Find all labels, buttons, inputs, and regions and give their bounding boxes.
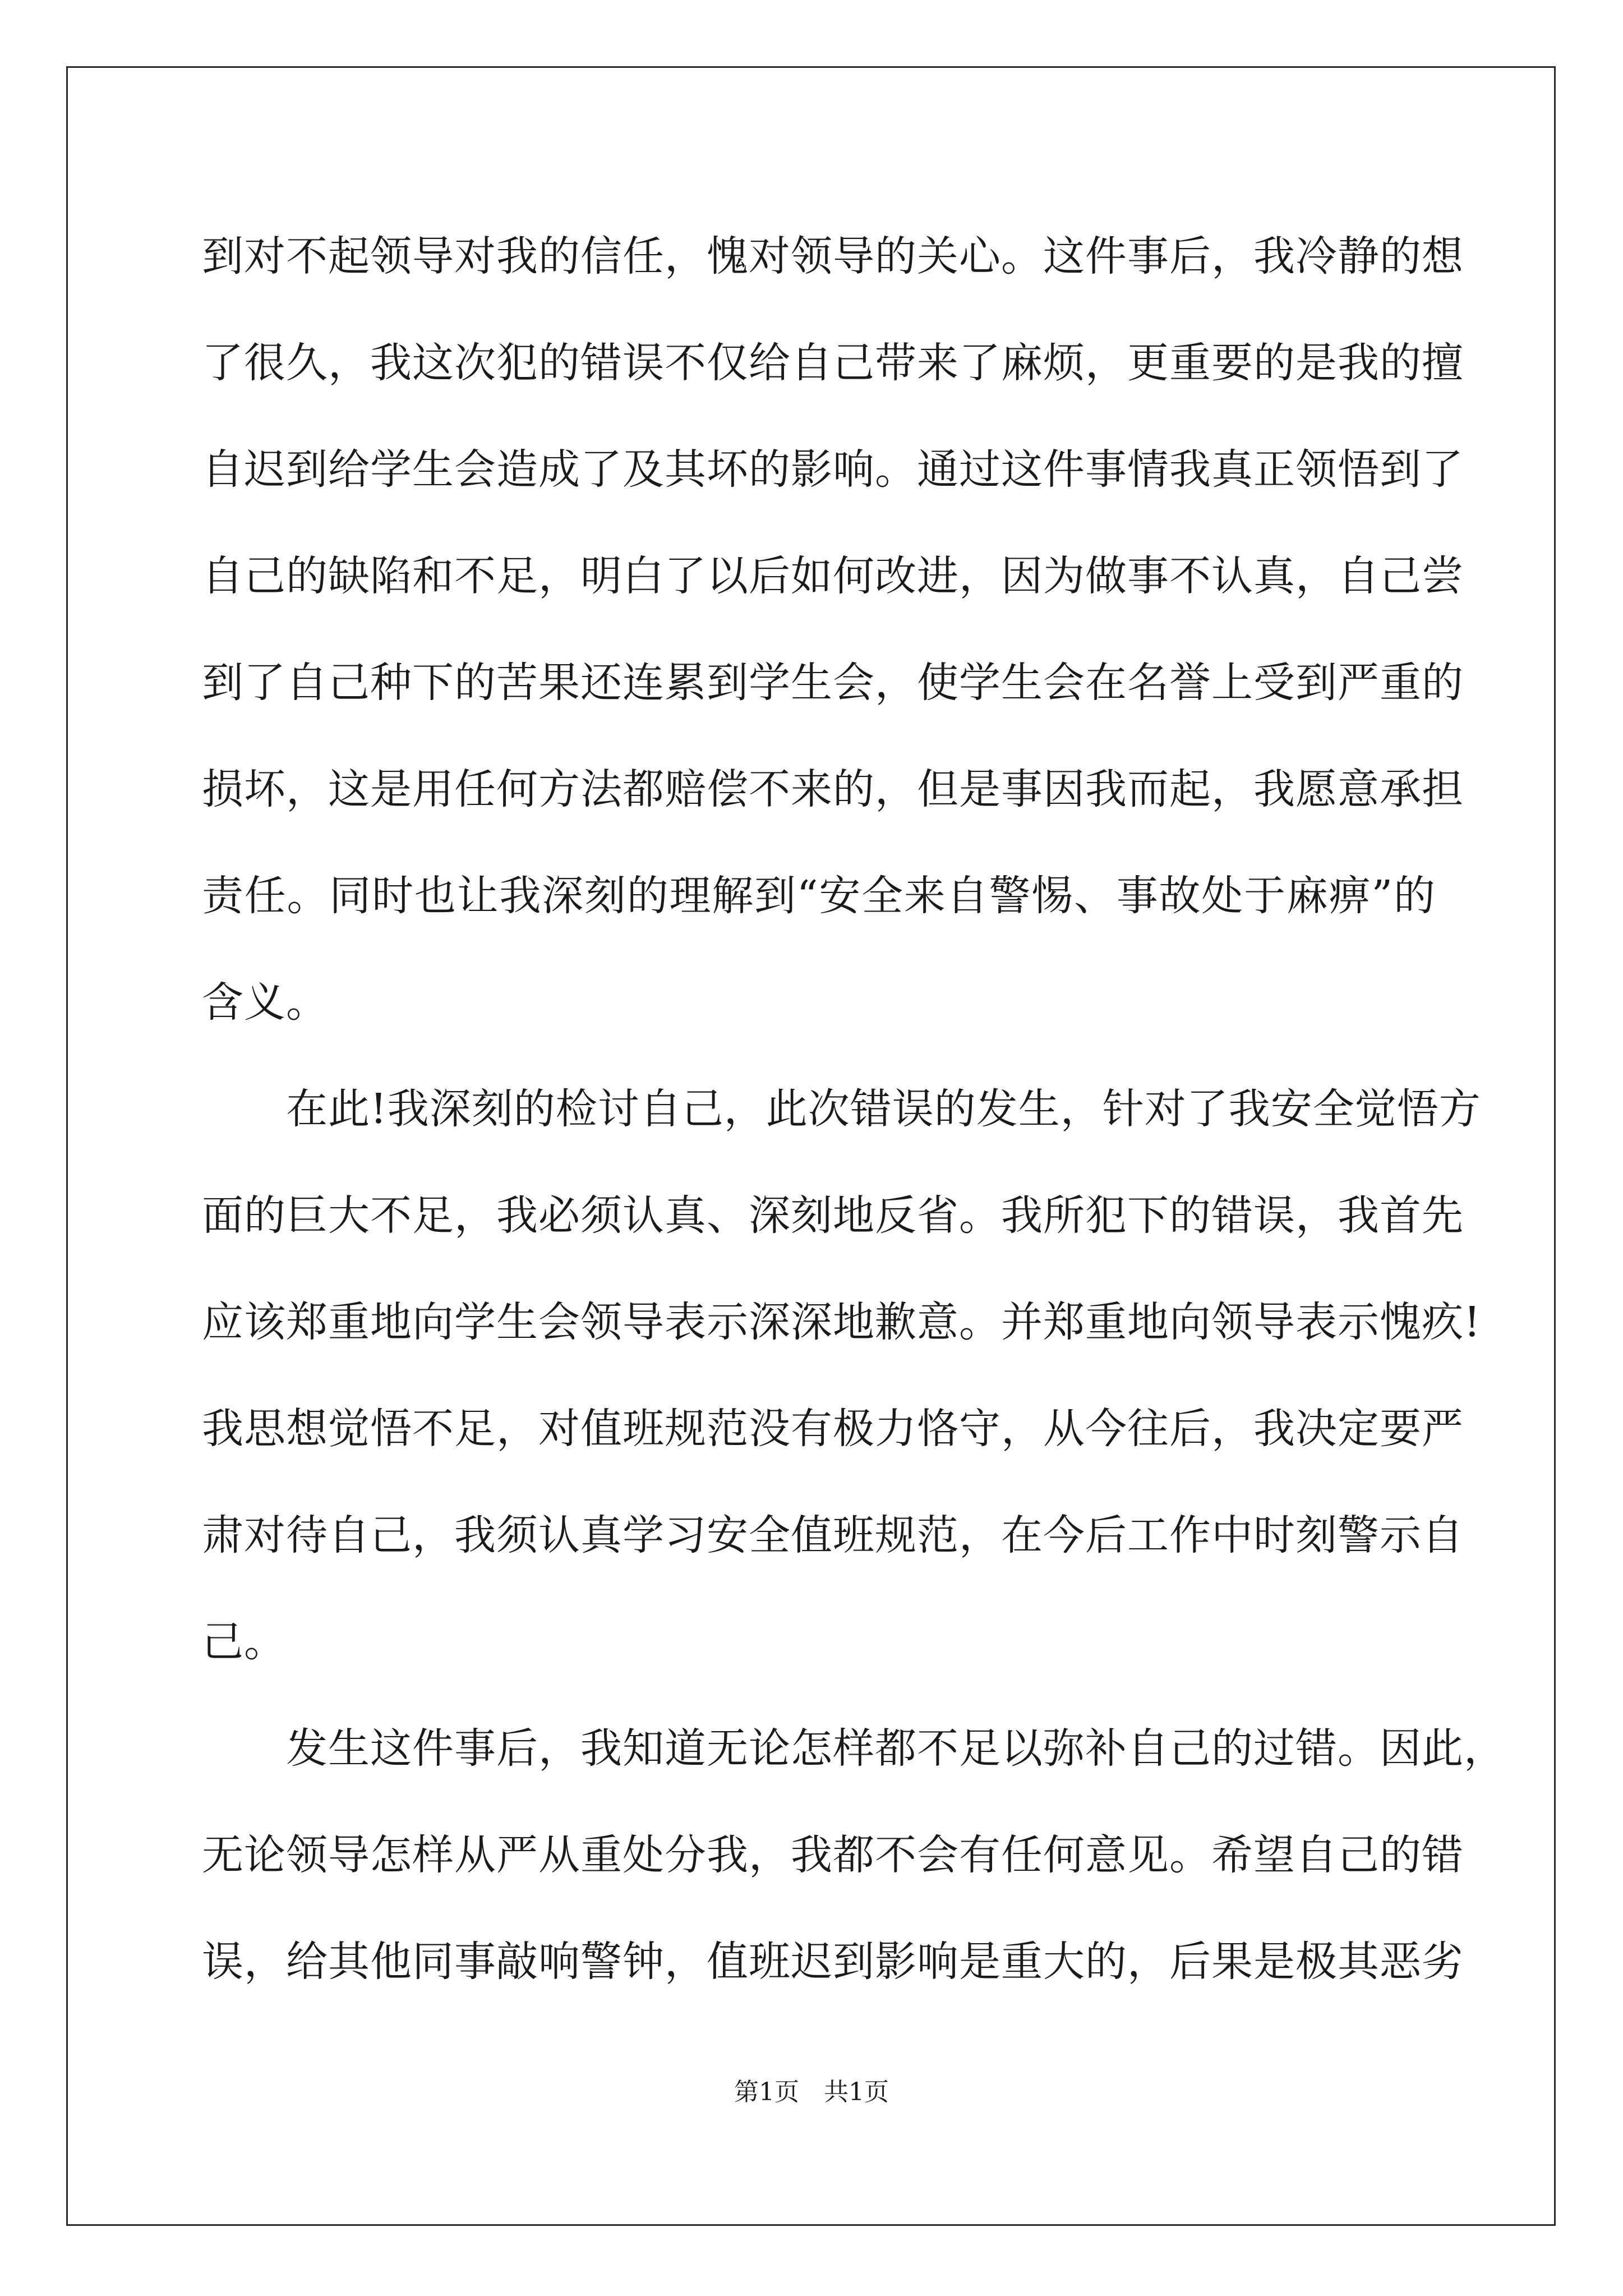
text-line: 到对不起领导对我的信任，愧对领导的关心。这件事后，我冷静的想 bbox=[202, 232, 1464, 280]
text-line: 面的巨大不足，我必须认真、深刻地反省。我所犯下的错误，我首先 bbox=[202, 1191, 1464, 1240]
text-line: 己。 bbox=[202, 1618, 286, 1666]
text-line: 误，给其他同事敲响警钟，值班迟到影响是重大的，后果是极其恶劣 bbox=[202, 1938, 1464, 1986]
text-line: 发生这件事后，我知道无论怎样都不足以弥补自己的过错。因此， bbox=[286, 1724, 1506, 1773]
page-footer bbox=[0, 2076, 1623, 2109]
text-line: 应该郑重地向学生会领导表示深深地歉意。并郑重地向领导表示愧疚! bbox=[202, 1298, 1481, 1346]
text-line: 含义。 bbox=[202, 978, 328, 1027]
text-line: 我思想觉悟不足，对值班规范没有极力恪守，从今往后，我决定要严 bbox=[202, 1405, 1464, 1453]
document-body bbox=[202, 214, 1506, 2026]
text-line: 到了自己种下的苦果还连累到学生会，使学生会在名誉上受到严重的 bbox=[202, 659, 1464, 707]
text-line: 自迟到给学生会造成了及其坏的影响。通过这件事情我真正领悟到了 bbox=[202, 445, 1464, 494]
text-line: 损坏，这是用任何方法都赔偿不来的，但是事因我而起，我愿意承担 bbox=[202, 765, 1464, 813]
text-line: 了很久，我这次犯的错误不仅给自己带来了麻烦，更重要的是我的擅 bbox=[202, 339, 1464, 387]
text-line: 在此!我深刻的检讨自己，此次错误的发生，针对了我安全觉悟方 bbox=[286, 1085, 1481, 1133]
text-line: 自己的缺陷和不足，明白了以后如何改进，因为做事不认真，自己尝 bbox=[202, 552, 1464, 600]
page-number: 第1页 共1页 bbox=[734, 2078, 889, 2106]
text-line: 责任。同时也让我深刻的理解到“安全来自警惕、事故处于麻痹”的 bbox=[202, 872, 1436, 920]
text-line: 无论领导怎样从严从重处分我，我都不会有任何意见。希望自己的错 bbox=[202, 1831, 1464, 1879]
text-line: 肃对待自己，我须认真学习安全值班规范，在今后工作中时刻警示自 bbox=[202, 1511, 1464, 1559]
